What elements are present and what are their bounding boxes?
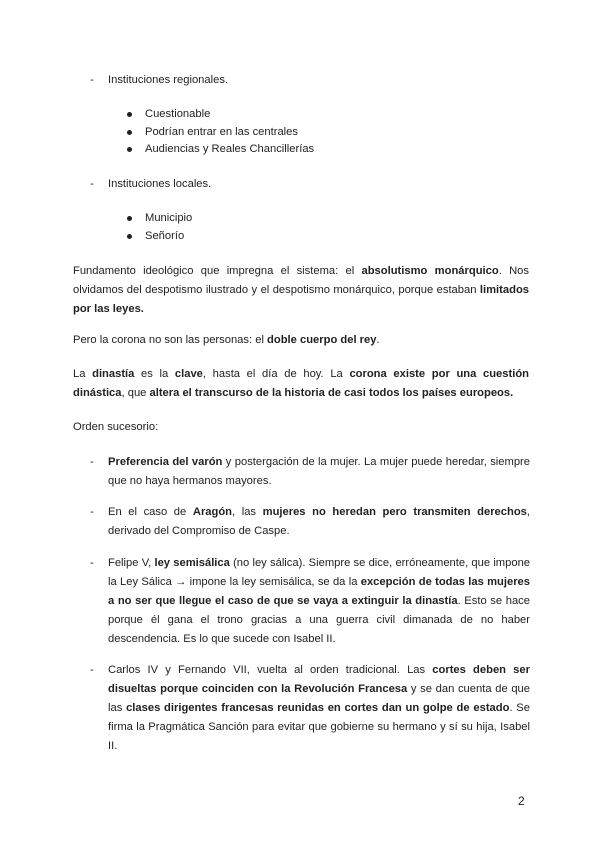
bold-text: cortes deben ser disueltas porque coinciden con la Revolución Francesa	[108, 664, 530, 695]
list-item-label: Instituciones regionales.	[108, 74, 229, 86]
text: y postergación de la mujer. La mujer puede heredar, siempre que no haya hermanos mayores.	[108, 456, 530, 487]
list-item: Municipio	[126, 210, 192, 228]
text: y se dan cuenta de que las	[108, 683, 530, 714]
paragraph-orden-sucesorio: Orden sucesorio:	[73, 421, 159, 433]
list-item-locales	[90, 175, 530, 194]
list-item: Cuestionable	[126, 106, 314, 124]
dash-marker: -	[90, 506, 94, 518]
bold-text: corona existe por una cuestión dinástica	[73, 368, 529, 399]
text: , hasta el día de hoy. La	[202, 368, 350, 380]
paragraph-dinastia	[73, 365, 529, 403]
text: Carlos IV y Fernando VII, vuelta al orden tradicional. Las	[108, 664, 433, 676]
list-item-aragon	[90, 503, 530, 541]
bold-text: dinastía	[92, 368, 135, 380]
bold-text: mujeres no heredan pero transmiten derechos	[262, 506, 527, 518]
bold-text: clave	[174, 368, 203, 380]
text: , las	[232, 506, 263, 518]
text: Fundamento ideológico que impregna el sistema: el	[73, 265, 362, 277]
dash-marker: -	[90, 664, 94, 676]
text: Felipe V,	[108, 557, 155, 569]
list-item-text	[108, 503, 530, 541]
text: , derivado del Compromiso de Caspe.	[108, 506, 530, 537]
list-item: Señorío	[126, 228, 192, 246]
bold-text: Aragón	[192, 506, 233, 518]
list-item-label: Instituciones locales.	[108, 178, 212, 190]
bullet-list-locales	[126, 210, 192, 245]
bold-text: ley semisálica	[154, 557, 230, 569]
list-item-felipe	[90, 554, 530, 649]
text: .	[376, 334, 380, 346]
list-item-regionales	[90, 71, 530, 90]
paragraph-corona	[73, 331, 529, 350]
text: Pero la corona no son las personas: el	[73, 334, 268, 346]
page-number: 2	[518, 794, 525, 808]
bold-text: absolutismo monárquico	[361, 265, 499, 277]
paragraph-fundamento	[73, 262, 529, 319]
text: . Se firma la Pragmática Sanción para evitar que gobierne su hermano y sí su hija, Isabel II.	[108, 702, 530, 752]
text: , que	[121, 387, 150, 399]
text: . Esto se hace porque él gana el trono gracias a una guerra civil dimanada de no haber descendencia. Es lo que sucede con Isabel II.	[108, 595, 530, 645]
bold-text: Preferencia del varón	[108, 456, 223, 468]
text: En el caso de	[108, 506, 193, 518]
list-item-carlos	[90, 661, 530, 756]
text: (no ley sálica). Siempre se dice, erróneamente, que impone la Ley Sálica → impone la ley semisálica, se da la	[108, 557, 531, 588]
bold-text: doble cuerpo del rey	[267, 334, 377, 346]
dash-marker: -	[90, 178, 94, 190]
dash-marker: -	[90, 557, 94, 569]
bold-text: excepción de todas las mujeres a no ser que llegue el caso de que se vaya a extinguir la dinastía	[108, 576, 530, 607]
bold-text: limitados por las leyes.	[73, 284, 529, 315]
list-item-text	[108, 661, 530, 756]
list-item-varon	[90, 453, 530, 491]
list-item: Podrían entrar en las centrales	[126, 124, 314, 142]
bold-text: altera el transcurso de la historia de casi todos los países europeos.	[149, 387, 514, 399]
bullet-list-regionales	[126, 106, 314, 159]
bold-text: clases dirigentes francesas reunidas en cortes dan un golpe de estado	[126, 702, 510, 714]
text: es la	[134, 368, 175, 380]
text: La	[73, 368, 93, 380]
dash-marker: -	[90, 74, 94, 86]
list-item: Audiencias y Reales Chancillerías	[126, 141, 314, 159]
list-item-text	[108, 453, 530, 491]
text: . Nos olvidamos del despotismo ilustrado y el despotismo monárquico, porque estaban	[73, 265, 529, 296]
list-item-text	[108, 554, 530, 649]
dash-marker: -	[90, 456, 94, 468]
